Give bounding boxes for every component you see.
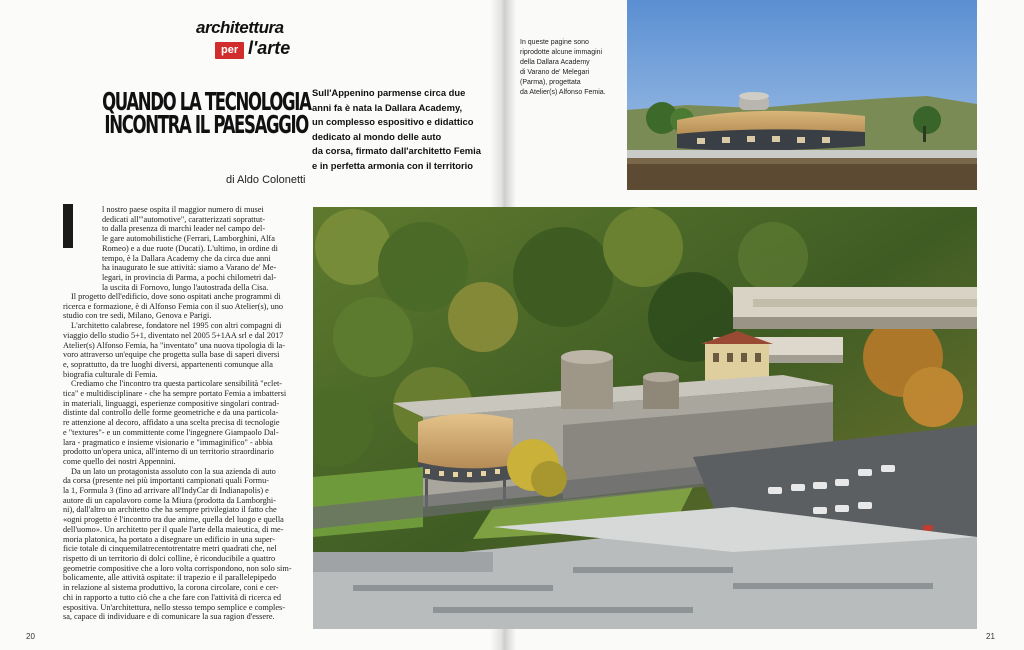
caption-line: della Dallara Academy [520,59,590,66]
body-line: moria platonica, ha portato a disegnare un edificio in una super- [63,534,276,544]
body-line: prodotto un'opera unica, all'interno di un territorio straordinario [63,447,274,457]
caption-line: In queste pagine sono [520,39,589,46]
body-line: Da un lato un protagonista assoluto con la sua azienda di auto [71,466,276,476]
body-line: ricerca e formazione, è di Alfonso Femia con il suo Atelier(s), uno [63,301,284,311]
standfirst-line: un complesso espositivo e didattico [312,116,474,128]
body-line: le gare automobilistiche (Ferrari, Lamborghini, Alfa [102,234,275,244]
logo-word-arte: l'arte [248,38,291,58]
body-line: geometrie compositive che a loro volta corrispondono, non solo sim- [63,563,292,573]
photo-academy-exterior [627,0,977,190]
caption-line: (Parma), progettata [520,79,581,86]
page-number-right: 21 [986,632,995,641]
body-line: e "textures"- e un committente come l'ingegnere Giampaolo Dal- [63,427,279,437]
standfirst-line: dedicato al mondo delle auto [312,130,442,142]
photo-academy-aerial [313,207,977,629]
body-line: studio con tre sedi, Milano, Genova e Parigi. [63,311,212,321]
body-line: autore di un capolavoro come la Miura (prodotta da Lamborghi- [63,495,276,505]
body-line: Atelier(s) Alfonso Femia, ha "inventato" una nuova tipologia di la- [63,340,285,350]
body-line: espositiva. Un'architettura, nello stesso tempo semplice e comples- [63,602,285,612]
byline: di Aldo Colonetti [226,174,306,186]
body-line: lara - pragmatico e insieme visionario e "immaginifico" - abbia [63,437,273,447]
body-line: in materiali, linguaggi, esperienze compositive singolari contrad- [63,398,280,408]
body-line: dell'uomo». Un architetto per il quale l'arte della maieutica, di me- [63,524,284,534]
body-line: dedicati all'"automotive", caratterizzati soprattut- [102,214,266,224]
body-line: Il progetto dell'edificio, dove sono ospitati anche programmi di [71,292,281,301]
standfirst-line: da corsa, firmato dall'architetto Femia [312,145,481,157]
body-line: e, soprattutto, da tre luoghi diversi, appartenenti comunque alla [63,359,273,369]
caption-line: riprodotte alcune immagini [520,49,603,56]
article-headline [102,87,311,139]
headline-line: QUANDO LA TECNOLOGIA [102,87,311,116]
section-logo [196,18,306,66]
body-line: tica" e multidisciplinare - che ha sempre portato Femia a imbattersi [63,389,287,399]
body-paragraph [63,292,305,321]
body-line: voro attraverso un'equipe che progetta sulla base di saperi diversi [63,350,280,360]
body-line: la uscita di Fornovo, lungo l'autostrada della Cisa. [102,282,269,292]
body-line: Crediamo che l'incontro tra questa particolare sensibilità "eclet- [71,379,283,389]
body-line: chi in rapporto a tutto ciò che a che fare con l'attività di ricerca ed [63,592,282,602]
body-line: l nostro paese ospita il maggior numero di musei [102,205,264,214]
page-number-left: 20 [26,632,35,641]
body-line: to dalla presenza di marchi leader nel campo del- [102,224,266,234]
body-line: bolicamente, alle attività ospitate: il trapezio e il parallelepipedo [63,573,277,583]
body-paragraph [63,321,305,379]
body-line: in relazione al sistema produttivo, la corona circolare, coni e cer- [63,583,279,593]
body-paragraph [63,379,305,466]
standfirst-line: e in perfetta armonia con il territorio [312,159,473,171]
drop-cap [63,204,73,248]
body-line: viaggio dello studio 5+1, diventato nel 2005 5+1AA srl e dal 2017 [63,330,284,340]
article-body [63,292,305,622]
standfirst-line: anni fa è nata la Dallara Academy, [312,101,463,113]
body-line: tempo, è la Dallara Academy che da circa due anni [102,253,271,263]
body-line: da corsa (presente nei più importanti campionati quali Formu- [63,476,269,486]
body-line: come quello dei nostri Appennini. [63,456,176,466]
logo-per-badge: per [215,42,244,59]
body-line: sa, capace di individuare e di comunicare la sua ragion d'essere. [63,612,275,622]
body-line: L'architetto calabrese, fondatore nel 1995 con altri compagni di [71,321,282,331]
body-line: «ogni progetto è l'incontro tra due anime, quella del luogo e quella [63,515,284,525]
body-line: ni), dall'altro un architetto che ha sempre privilegiato il fatto che [63,505,277,515]
headline-line: INCONTRA IL PAESAGGIO [104,110,308,139]
body-line: re attenzione al decoro, affidato a una scelta precisa di tecnologie [63,418,280,428]
body-line: la 1, Formula 3 (fino ad arrivare all'IndyCar di Indianapolis) e [63,486,269,496]
standfirst [312,86,492,174]
body-line: distinte dal controllo delle forme geometriche e da una particola- [63,408,279,418]
body-line: Romeo) e a due ruote (Ducati). L'ultimo, in ordine di [102,243,278,253]
caption-line: di Varano de' Melegari [520,69,590,76]
body-line: ha inaugurato le sue attività: siamo a Varano de' Me- [102,263,277,273]
standfirst-line: Sull'Appenino parmense circa due [312,87,466,98]
body-paragraph [63,467,305,622]
body-line: ficie totale di cinquemilatrecentotrentatre metri quadrati che, nel [63,544,277,554]
body-line: biografia culturale di Femia. [63,369,158,379]
body-intro [102,205,302,292]
logo-word-architettura: architettura [196,18,284,37]
photo-caption [520,38,620,98]
body-line: rispetto di un territorio di dolci colline, è riconducibile a quattro [63,553,276,563]
body-line: legari, in provincia di Parma, a pochi chilometri dal- [102,272,277,282]
caption-line: da Atelier(s) Alfonso Femia. [520,89,606,96]
